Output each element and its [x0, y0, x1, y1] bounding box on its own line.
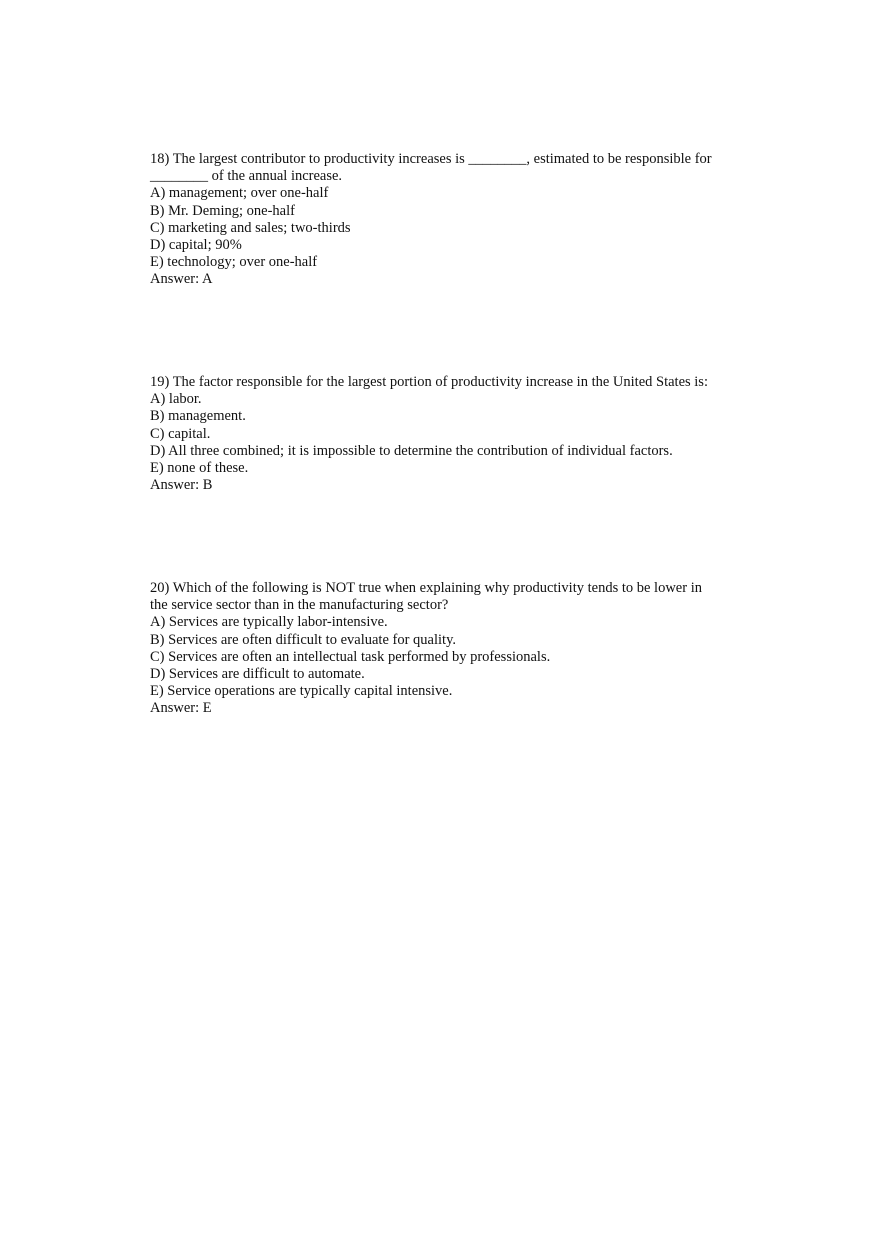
question-19 [150, 374, 740, 494]
stem-line: the service sector than in the manufacturing sector? [150, 597, 449, 614]
answer-option-d: D) All three combined; it is impossible to determine the contribution of individual factors. [150, 442, 673, 459]
stem-line: ________ of the annual increase. [150, 168, 343, 185]
answer-option-b: B) management. [150, 408, 246, 425]
answer-option-c: C) Services are often an intellectual task performed by professionals. [150, 648, 551, 665]
question-20 [150, 580, 740, 718]
answer-option-b: B) Mr. Deming; one-half [150, 202, 295, 219]
answer-option-c: C) capital. [150, 425, 211, 442]
stem-line: 18) The largest contributor to productivity increases is ________, estimated to be responsible for [150, 151, 712, 167]
stem-line: 19) The factor responsible for the largest portion of productivity increase in the United States is: [150, 374, 708, 390]
answer-key: Answer: A [150, 271, 213, 288]
answer-option-c: C) marketing and sales; two-thirds [150, 219, 351, 236]
question-18 [150, 151, 740, 289]
question-stem [150, 151, 740, 185]
answer-option-b: B) Services are often difficult to evaluate for quality. [150, 631, 457, 648]
answer-key: Answer: B [150, 477, 213, 494]
stem-line: 20) Which of the following is NOT true when explaining why productivity tends to be lower in [150, 580, 702, 596]
answer-option-d: D) Services are difficult to automate. [150, 666, 365, 683]
answer-option-d: D) capital; 90% [150, 237, 242, 254]
question-stem [150, 580, 740, 614]
answer-option-a: A) labor. [150, 391, 202, 408]
question-stem [150, 374, 740, 391]
answer-key: Answer: E [150, 700, 212, 717]
answer-option-a: A) Services are typically labor-intensive. [150, 614, 388, 631]
answer-option-e: E) technology; over one-half [150, 254, 318, 271]
answer-option-a: A) management; over one-half [150, 185, 329, 202]
answer-option-e: E) none of these. [150, 460, 249, 477]
answer-option-e: E) Service operations are typically capital intensive. [150, 683, 453, 700]
